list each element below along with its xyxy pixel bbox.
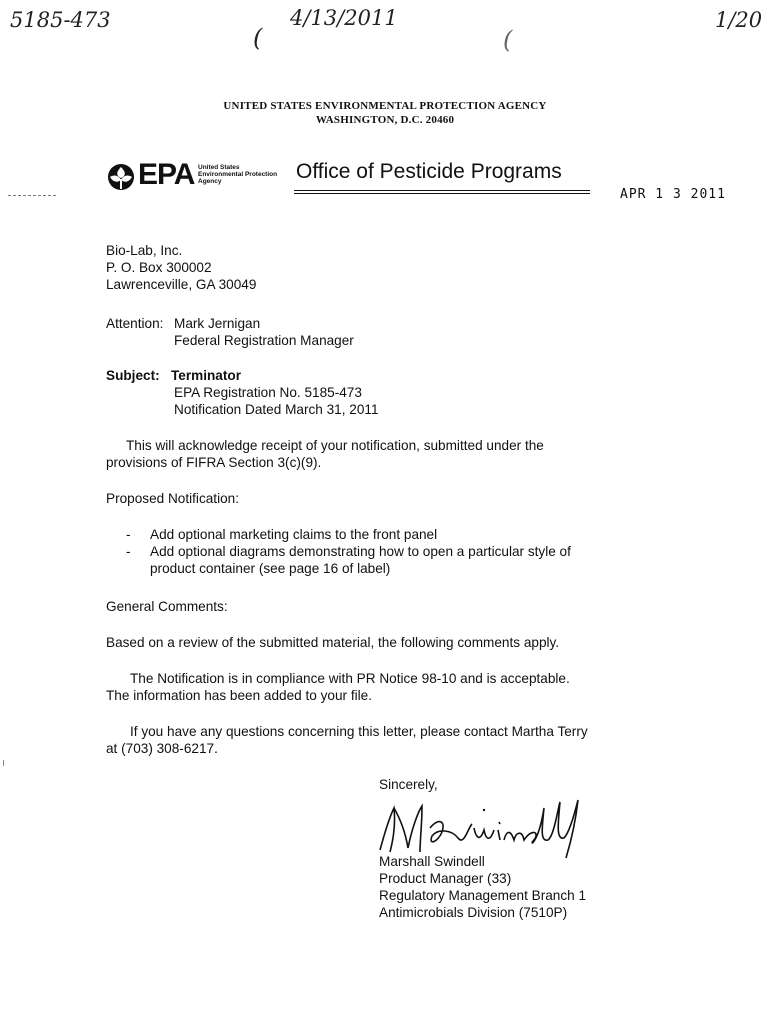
signer-division: Antimicrobials Division (7510P) (379, 905, 568, 920)
agency-name: UNITED STATES ENVIRONMENTAL PROTECTION AGENCY (223, 100, 547, 112)
epa-flower-icon (106, 162, 136, 192)
contact-line-2: at (703) 308-6217. (106, 741, 218, 756)
agency-line: Agency (198, 178, 222, 185)
subject-notification: Notification Dated March 31, 2011 (174, 402, 379, 417)
signer-name: Marshall Swindell (379, 854, 485, 869)
attention-name: Mark Jernigan (174, 316, 261, 331)
closing-salutation: Sincerely, (379, 777, 438, 792)
attention-title: Federal Registration Manager (174, 333, 354, 348)
subject-label: Subject: (106, 368, 160, 383)
office-title: Office of Pesticide Programs (296, 160, 562, 183)
compliance-line-1: The Notification is in compliance with PR Notice 98-10 and is acceptable. (130, 671, 570, 686)
margin-tick (3, 760, 4, 766)
margin-mark (8, 195, 56, 197)
agency-city: WASHINGTON, D.C. 20460 (315, 114, 455, 126)
attention-label: Attention: (106, 316, 164, 331)
handwritten-paren-right: ( (503, 26, 513, 54)
recipient-address (106, 242, 256, 293)
handwritten-page: 1/20 (715, 8, 763, 32)
review-sentence: Based on a review of the submitted material, the following comments apply. (106, 635, 560, 650)
epa-logo (106, 158, 302, 198)
handwritten-paren-left: ( (253, 24, 263, 52)
epa-agency-lines (198, 164, 277, 185)
list-item (126, 526, 571, 543)
handwritten-date: 4/13/2011 (290, 6, 398, 30)
agency-line: United States (198, 164, 240, 171)
bullet-list (126, 526, 571, 577)
ack-line-1: This will acknowledge receipt of your notification, submitted under the (126, 438, 544, 453)
bullet-dash: - (126, 527, 131, 542)
office-title-underline-2 (294, 193, 590, 194)
bullet-text: product container (see page 16 of label) (150, 561, 391, 576)
recipient-company: Bio-Lab, Inc. (106, 243, 183, 258)
compliance-line-2: The information has been added to your file. (106, 688, 373, 703)
list-item (126, 543, 571, 560)
list-item-continuation (126, 560, 571, 577)
received-date-stamp: APR 1 3 2011 (620, 187, 726, 202)
bullet-text: Add optional diagrams demonstrating how to open a particular style of (150, 544, 571, 559)
signer-title: Product Manager (33) (379, 871, 512, 886)
bullet-dash: - (126, 544, 131, 559)
office-title-underline (294, 190, 590, 191)
handwritten-ref-number: 5185-473 (10, 8, 111, 32)
contact-line-1: If you have any questions concerning this letter, please contact Martha Terry (130, 724, 588, 739)
general-heading: General Comments: (106, 599, 228, 614)
recipient-po-box: P. O. Box 300002 (106, 260, 212, 275)
agency-line: Environmental Protection (198, 171, 278, 178)
epa-wordmark: EPA (138, 158, 195, 191)
signer-branch: Regulatory Management Branch 1 (379, 888, 587, 903)
bullet-text: Add optional marketing claims to the front panel (150, 527, 438, 542)
subject-product: Terminator (171, 368, 241, 383)
subject-registration: EPA Registration No. 5185-473 (174, 385, 362, 400)
proposed-heading: Proposed Notification: (106, 491, 239, 506)
recipient-city-state: Lawrenceville, GA 30049 (106, 277, 257, 292)
ack-line-2: provisions of FIFRA Section 3(c)(9). (106, 455, 322, 470)
